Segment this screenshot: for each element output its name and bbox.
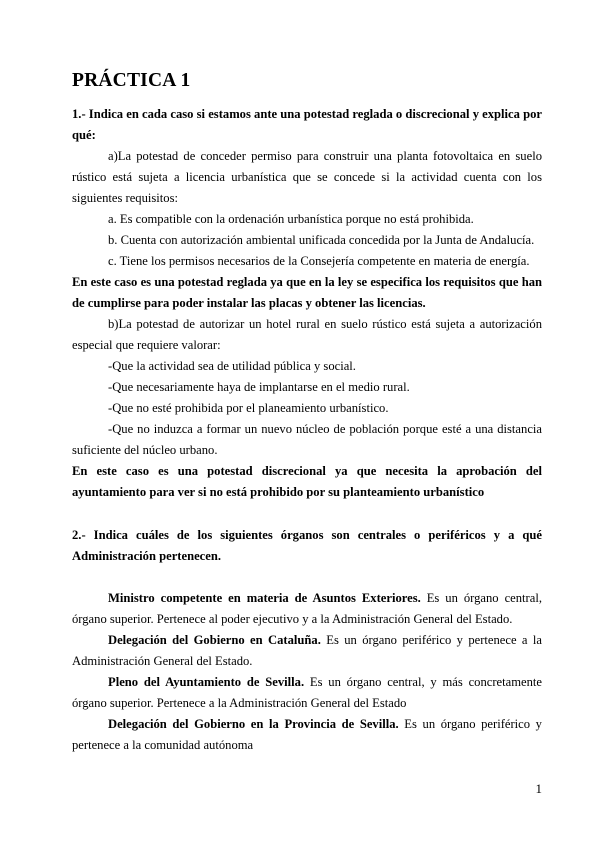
case-a-intro: a)La potestad de conceder permiso para construir una planta fotovoltaica en suelo rústico está sujeta a licencia urbanística que se concede si la actividad cuenta con los siguientes requisitos: xyxy=(72,149,542,206)
organ-description: Es un órgano periférico y pertenece a la Administración General del Estado. xyxy=(72,633,542,669)
requirement-b: b. Cuenta con autorización ambiental unificada concedida por la Junta de Andalucía. xyxy=(108,233,535,248)
organ-term: Pleno del Ayuntamiento de Sevilla. xyxy=(108,675,305,690)
organ-item xyxy=(72,672,542,714)
section-spacer xyxy=(72,567,542,588)
page-content xyxy=(72,69,542,756)
organ-description: Es un órgano periférico y pertenece a la comunidad autónoma xyxy=(72,717,542,753)
organ-description: Es un órgano central, órgano superior. Pertenece al poder ejecutivo y a la Administración General del Estado. xyxy=(72,591,542,627)
condition-2: -Que necesariamente haya de implantarse en el medio rural. xyxy=(108,380,410,395)
page-number: 1 xyxy=(535,781,542,796)
question-1-heading: 1.- Indica en cada caso si estamos ante una potestad reglada o discrecional y explica por qué: xyxy=(72,107,542,143)
question-2-heading: 2.- Indica cuáles de los siguientes órganos son centrales o periféricos y a qué Administración pertenecen. xyxy=(72,528,542,564)
organ-item xyxy=(72,714,542,756)
case-b-intro: b)La potestad de autorizar un hotel rural en suelo rústico está sujeta a autorización especial que requiere valorar: xyxy=(72,317,542,353)
organ-item xyxy=(72,630,542,672)
answer-a: En este caso es una potestad reglada ya que en la ley se especifica los requisitos que han de cumplirse para poder instalar las placas y obtener las licencias. xyxy=(72,275,542,311)
section-spacer xyxy=(72,503,542,525)
organ-term: Delegación del Gobierno en la Provincia de Sevilla. xyxy=(108,717,399,732)
condition-3: -Que no esté prohibida por el planeamiento urbanístico. xyxy=(108,401,389,416)
answer-b: En este caso es una potestad discrecional ya que necesita la aprobación del ayuntamiento para ver si no está prohibido por su planteamiento urbanístico xyxy=(72,464,542,500)
condition-4: -Que no induzca a formar un nuevo núcleo de población porque esté a una distancia suficiente del núcleo urbano. xyxy=(72,422,542,458)
requirement-a: a. Es compatible con la ordenación urbanística porque no está prohibida. xyxy=(108,212,474,227)
organ-description: Es un órgano central, y más concretamente órgano superior. Pertenece a la Administración General del Estado xyxy=(72,675,542,711)
organ-term: Ministro competente en materia de Asuntos Exteriores. xyxy=(108,591,421,606)
requirement-c: c. Tiene los permisos necesarios de la Consejería competente en materia de energía. xyxy=(108,254,530,269)
organ-item xyxy=(72,588,542,630)
page-title: PRÁCTICA 1 xyxy=(72,70,191,91)
organ-term: Delegación del Gobierno en Cataluña. xyxy=(108,633,321,648)
condition-1: -Que la actividad sea de utilidad pública y social. xyxy=(108,359,356,374)
